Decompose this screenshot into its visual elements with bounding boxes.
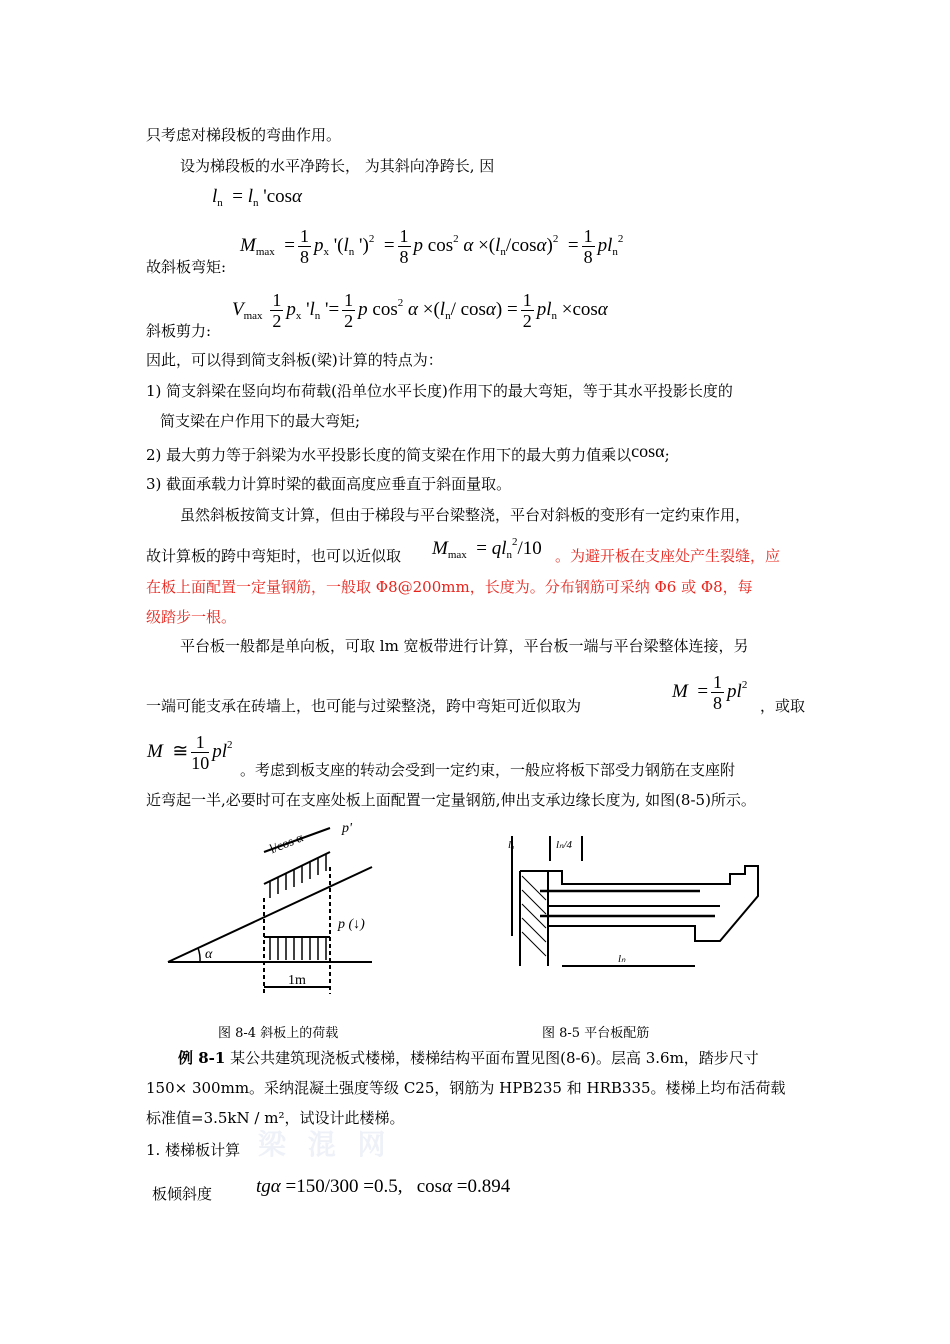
text-line: 斜板剪力: [146, 322, 212, 340]
example-title: 例 8-1 [178, 1049, 226, 1067]
formula-vmax: $V_{max}$ $\frac{1}{2}$ $p_x$ '$l_n$ '= $\frac{1}{2}$ p $\cos^2 \alpha \times(l_n/$ cosα) = $\frac{1}{2}$ $pl_n \times\cos\alpha$ [232, 290, 608, 331]
figure-caption: 图 8-5 平台板配筋 [542, 1026, 650, 1041]
text-line: 。考虑到板支座的转动会受到一定约束，一般应将板下部受力钢筋在支座附 [240, 761, 736, 779]
p-label: p (↓) [338, 917, 365, 932]
formula-ln: $l_n = l_n$ 'cosα [212, 186, 303, 209]
figure-caption: 图 8-4 斜板上的荷载 [218, 1026, 339, 1041]
la-label: lₐ [508, 839, 515, 851]
formula-mmax: $M_{max}$ = $\frac{1}{8}$ $p_x$ '($l_n$ ')$^2$ = $\frac{1}{8}$ p $\cos^2 \alpha \times(l_n/\cos\alpha)^2$ = $\frac{1}{8}$ $pl_n^2$ [240, 226, 624, 267]
p-prime-label: p' [342, 821, 352, 836]
text-line: 150× 300mm。采纳混凝土强度等级 C25，钢筋为 HPB235 和 HRB335。楼梯上均布活荷载 [146, 1079, 786, 1097]
ln4-label: lₙ/4 [556, 839, 572, 851]
figure-8-4 [160, 812, 380, 1002]
text-line-red: 。为避开板在支座处产生裂缝，应 [555, 547, 781, 565]
lcos-label: l/cos α [267, 829, 306, 857]
figure-8-5 [500, 826, 770, 996]
text-line: 虽然斜板按简支计算，但由于梯段与平台梁整浇，平台对斜板的变形有一定约束作用， [180, 506, 751, 524]
text-line: 只考虑对梯段板的弯曲作用。 [146, 126, 342, 144]
formula-mmax-approx: $M_{max} = ql_n^2/10$ [432, 536, 542, 561]
section-heading: 1. 楼梯板计算 [146, 1141, 241, 1159]
text-line-red: 在板上面配置一定量钢筋，一般取 Φ8@200mm，长度为。分布钢筋可采纳 Φ6 或 Φ8，每 [146, 578, 753, 596]
text-line: 1) 简支斜梁在竖向均布荷载(沿单位水平长度)作用下的最大弯矩，等于其水平投影长度的 [146, 382, 733, 400]
text-line: 近弯起一半,必要时可在支座处板上面配置一定量钢筋,伸出支承边缘长度为, 如图(8-5)所示。 [146, 791, 756, 809]
example-line [178, 1048, 759, 1068]
text-line: 3) 截面承载力计算时梁的截面高度应垂直于斜面量取。 [146, 475, 512, 493]
text-line: 设为梯段板的水平净跨长， 为其斜向净跨长, 因 [180, 157, 495, 175]
ln-label: lₙ [618, 953, 626, 965]
span-label: 1m [288, 973, 306, 988]
text-line: 板倾斜度 [152, 1185, 213, 1203]
formula-m-platform: M = $\frac{1}{8}$ $pl^2$ [672, 672, 748, 713]
text-span: 2) 最大剪力等于斜梁为水平投影长度的简支梁在作用下的最大剪力值乘以 [146, 446, 632, 464]
text-span: 某公共建筑现浇板式楼梯，楼梯结构平面布置见图(8-6)。层高 3.6m，踏步尺寸 [225, 1049, 759, 1067]
text-line: 一端可能支承在砖墙上，也可能与过梁整浇，跨中弯矩可近似取为 [146, 697, 582, 715]
text-line: 故计算板的跨中弯矩时，也可以近似取 [146, 547, 402, 565]
watermark: 梁 混 网 [258, 1128, 392, 1161]
text-span: ; [664, 446, 670, 464]
formula-slope: tgα =150/300 =0.5, cosα =0.894 [256, 1176, 511, 1197]
text-line: 平台板一般都是单向板，可取 lm 宽板带进行计算，平台板一端与平台梁整体连接，另 [180, 637, 749, 655]
text-line: 标准值=3.5kN / m²，试设计此楼梯。 [146, 1109, 405, 1127]
text-line: 因此，可以得到简支斜板(梁)计算的特点为： [146, 351, 443, 369]
cos-alpha: cosα [631, 441, 665, 461]
text-line [146, 441, 670, 465]
text-line: 简支梁在户作用下的最大弯矩; [160, 412, 361, 430]
text-line-red: 级踏步一根。 [146, 608, 237, 626]
alpha-label: α [205, 947, 213, 962]
text-line: 故斜板弯矩: [146, 258, 227, 276]
formula-m-platform-alt: M ≅ $\frac{1}{10}$ $pl^2$ [147, 732, 233, 773]
text-line: ，或取 [760, 697, 806, 715]
